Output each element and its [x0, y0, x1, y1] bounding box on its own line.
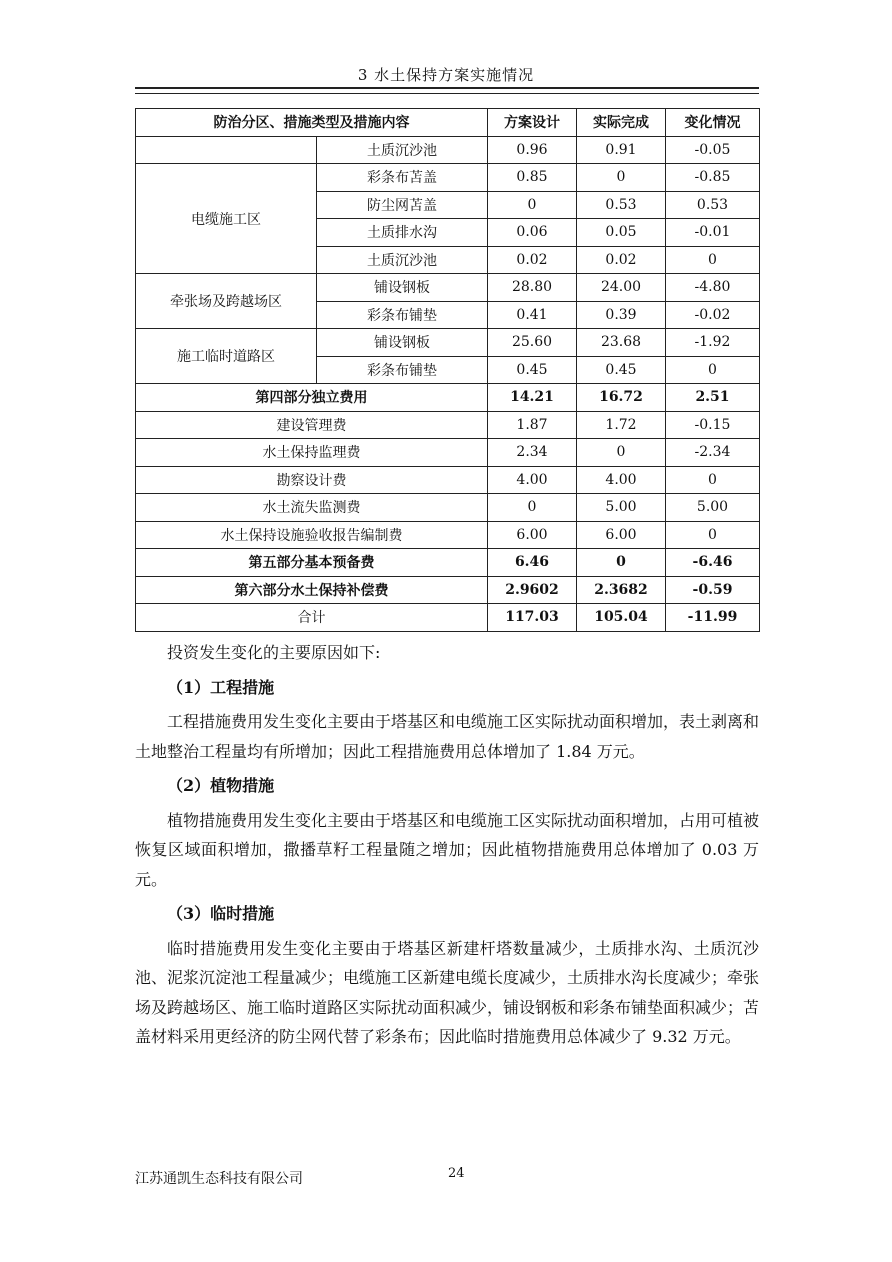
- section-paragraph: 植物措施费用发生变化主要由于塔基区和电缆施工区实际扰动面积增加，占用可植被恢复区域面积增加，撒播草籽工程量随之增加；因此植物措施费用总体增加了 0.03 万元。: [135, 810, 760, 889]
- total-row: [136, 604, 760, 632]
- design-cell: 2.34: [488, 439, 577, 467]
- change-cell: 2.51: [666, 384, 760, 412]
- part6-subtotal-row: [136, 576, 760, 604]
- design-cell: 0: [488, 494, 577, 522]
- item-cell: 彩条布苫盖: [317, 164, 488, 192]
- body-text: [135, 638, 759, 1052]
- zone-cell-empty: [136, 136, 317, 164]
- change-cell: -11.99: [666, 604, 760, 632]
- header-cell-design: 方案设计: [488, 109, 577, 137]
- intro-paragraph: 投资发生变化的主要原因如下:: [167, 643, 381, 662]
- label-cell: 第四部分独立费用: [136, 384, 488, 412]
- actual-cell: 24.00: [577, 274, 666, 302]
- zone-cell-cable: 电缆施工区: [136, 164, 317, 274]
- item-cell: 铺设钢板: [317, 274, 488, 302]
- change-cell: -0.05: [666, 136, 760, 164]
- change-cell: 0: [666, 246, 760, 274]
- item-cell: 土质沉沙池: [317, 246, 488, 274]
- page-number: 24: [448, 1166, 465, 1181]
- design-cell: 0.06: [488, 219, 577, 247]
- actual-cell: 2.3682: [577, 576, 666, 604]
- section-paragraph: 工程措施费用发生变化主要由于塔基区和电缆施工区实际扰动面积增加，表土剥离和土地整治工程量均有所增加；因此工程措施费用总体增加了 1.84 万元。: [135, 712, 760, 761]
- item-cell: 铺设钢板: [317, 329, 488, 357]
- part4-subtotal-row: [136, 384, 760, 412]
- design-cell: 4.00: [488, 466, 577, 494]
- design-cell: 2.9602: [488, 576, 577, 604]
- footer-company: 江苏通凯生态科技有限公司: [135, 1171, 303, 1187]
- item-cell: 土质沉沙池: [317, 136, 488, 164]
- design-cell: 117.03: [488, 604, 577, 632]
- section-heading: （1）工程措施: [167, 677, 275, 697]
- section-heading: （3）临时措施: [167, 904, 275, 923]
- table-row: [136, 466, 760, 494]
- actual-cell: 0: [577, 549, 666, 577]
- change-cell: 5.00: [666, 494, 760, 522]
- design-cell: 6.46: [488, 549, 577, 577]
- item-cell: 防尘网苫盖: [317, 191, 488, 219]
- change-cell: -0.02: [666, 301, 760, 329]
- actual-cell: 16.72: [577, 384, 666, 412]
- design-cell: 1.87: [488, 411, 577, 439]
- item-cell: 土质排水沟: [317, 219, 488, 247]
- actual-cell: 0: [577, 439, 666, 467]
- label-cell: 第六部分水土保持补偿费: [136, 576, 488, 604]
- change-cell: 0: [666, 466, 760, 494]
- header-rule-thin: [135, 93, 759, 94]
- actual-cell: 105.04: [577, 604, 666, 632]
- actual-cell: 5.00: [577, 494, 666, 522]
- change-cell: -6.46: [666, 549, 760, 577]
- design-cell: 0.02: [488, 246, 577, 274]
- actual-cell: 23.68: [577, 329, 666, 357]
- change-cell: 0: [666, 521, 760, 549]
- actual-cell: 0: [577, 164, 666, 192]
- change-cell: -2.34: [666, 439, 760, 467]
- part5-subtotal-row: [136, 549, 760, 577]
- change-cell: -0.85: [666, 164, 760, 192]
- design-cell: 0.41: [488, 301, 577, 329]
- design-cell: 14.21: [488, 384, 577, 412]
- change-cell: -0.01: [666, 219, 760, 247]
- label-cell: 第五部分基本预备费: [136, 549, 488, 577]
- header-cell-change: 变化情况: [666, 109, 760, 137]
- actual-cell: 1.72: [577, 411, 666, 439]
- item-cell: 水土保持设施验收报告编制费: [136, 521, 488, 549]
- actual-cell: 0.53: [577, 191, 666, 219]
- header-rule-thick: [135, 87, 759, 89]
- design-cell: 25.60: [488, 329, 577, 357]
- actual-cell: 0.39: [577, 301, 666, 329]
- actual-cell: 0.05: [577, 219, 666, 247]
- design-cell: 6.00: [488, 521, 577, 549]
- change-cell: -1.92: [666, 329, 760, 357]
- section-heading: （2）植物措施: [167, 776, 275, 795]
- actual-cell: 0.02: [577, 246, 666, 274]
- item-cell: 水土保持监理费: [136, 439, 488, 467]
- design-cell: 0.85: [488, 164, 577, 192]
- design-cell: 28.80: [488, 274, 577, 302]
- item-cell: 勘察设计费: [136, 466, 488, 494]
- change-cell: -0.15: [666, 411, 760, 439]
- actual-cell: 0.45: [577, 356, 666, 384]
- item-cell: 彩条布铺垫: [317, 301, 488, 329]
- section-paragraph: 临时措施费用发生变化主要由于塔基区新建杆塔数量减少，土质排水沟、土质沉沙池、泥浆沉淀池工程量减少；电缆施工区新建电缆长度减少，土质排水沟长度减少；牵张场及跨越场区、施工临时道路区实际扰动面积减少，铺设钢板和彩条布铺垫面积减少；苫盖材料采用更经济的防尘网代替了彩条布；因此临时措施费用总体减少了 9.32 万元。: [135, 938, 760, 1046]
- change-cell: -0.59: [666, 576, 760, 604]
- page-header-title: 3 水土保持方案实施情况: [357, 66, 535, 84]
- design-cell: 0.45: [488, 356, 577, 384]
- change-cell: -4.80: [666, 274, 760, 302]
- table-row: [136, 274, 760, 302]
- table-row: [136, 136, 760, 164]
- actual-cell: 4.00: [577, 466, 666, 494]
- table-row: [136, 521, 760, 549]
- design-cell: 0: [488, 191, 577, 219]
- table-row: [136, 494, 760, 522]
- change-cell: 0: [666, 356, 760, 384]
- item-cell: 建设管理费: [136, 411, 488, 439]
- actual-cell: 6.00: [577, 521, 666, 549]
- item-cell: 彩条布铺垫: [317, 356, 488, 384]
- table-header-row: [136, 109, 760, 137]
- change-cell: 0.53: [666, 191, 760, 219]
- item-cell: 水土流失监测费: [136, 494, 488, 522]
- header-cell-actual: 实际完成: [577, 109, 666, 137]
- label-cell: 合计: [136, 604, 488, 632]
- investment-change-table: [135, 108, 760, 632]
- design-cell: 0.96: [488, 136, 577, 164]
- table-row: [136, 439, 760, 467]
- header-cell-item: 防治分区、措施类型及措施内容: [136, 109, 488, 137]
- actual-cell: 0.91: [577, 136, 666, 164]
- zone-cell-tension: 牵张场及跨越场区: [136, 274, 317, 329]
- table-row: [136, 164, 760, 192]
- table-row: [136, 329, 760, 357]
- zone-cell-road: 施工临时道路区: [136, 329, 317, 384]
- table-row: [136, 411, 760, 439]
